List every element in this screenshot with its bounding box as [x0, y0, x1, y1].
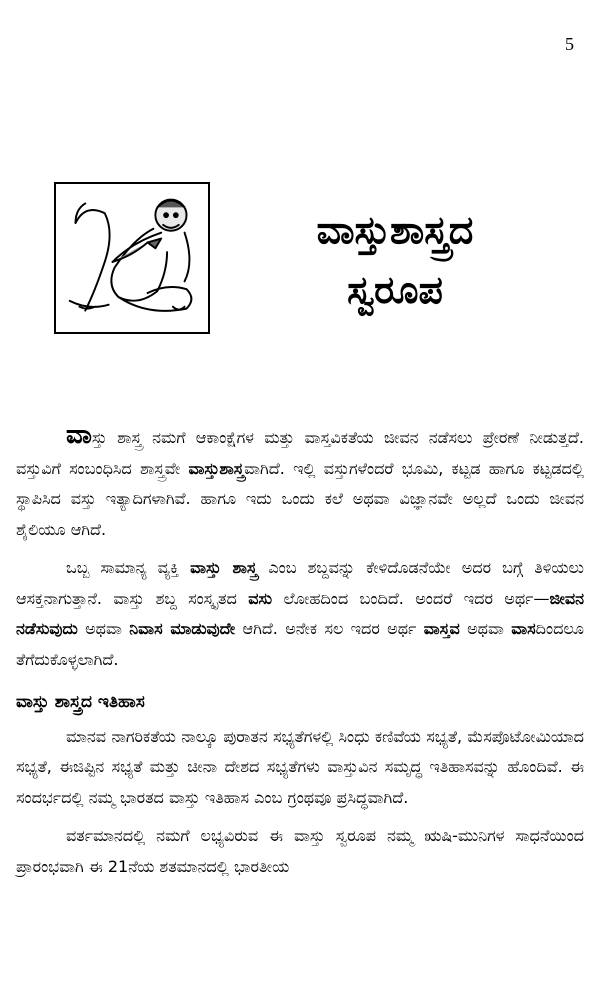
section-heading: ವಾಸ್ತು ಶಾಸ್ತ್ರದ ಇತಿಹಾಸ [16, 692, 145, 712]
bold-term: ಜೀವನ ನಡೆಸುವುದು [16, 588, 584, 638]
paragraph-2 [16, 553, 584, 675]
text-run: ಒಬ್ಬ ಸಾಮಾನ್ಯ ವ್ಯಕ್ತಿ [66, 558, 191, 577]
paragraph-4 [16, 821, 584, 882]
text-run: ಲೋಹದಿಂದ ಬಂದಿದೆ. ಅಂದರೆ ಇದರ ಅರ್ಥ— [272, 588, 550, 608]
text-run: ಅಥವಾ [77, 619, 130, 638]
vastu-purusha-illustration [54, 182, 210, 334]
text-run: ಎಂಬ ಶಬ್ದವನ್ನು ಕೇಳಿದೊಡನೆಯೇ ಅದರ ಬಗ್ಗೆ ತಿಳಿಯಲು ಆಸಕ್ತನಾಗುತ್ತಾನೆ. ವಾಸ್ತು ಶಬ್ದ ಸಂಸ್ಕೃತದ [16, 558, 585, 608]
paragraph-3 [16, 722, 584, 814]
drop-cap: ವಾ [66, 420, 92, 450]
title-line-2: ಸ್ವರೂಪ [347, 268, 443, 312]
paragraph-1 [16, 420, 584, 545]
vastu-purusha-illustration-icon [56, 184, 208, 332]
bold-term: ವಾಸ್ತುಶಾಸ್ತ್ರ [188, 458, 245, 478]
bold-term: ವಸು [248, 588, 273, 608]
text-run: ದಿಂದಲೂ ತೆಗೆದುಕೊಳ್ಳಲಾಗಿದೆ. [16, 619, 584, 669]
bold-term: ವಾಸ್ತು ಶಾಸ್ತ್ರ [190, 558, 258, 577]
text-run: ವಾಗಿದೆ. ಇಲ್ಲಿ ವಸ್ತುಗಳೆಂದರೆ ಭೂಮಿ, ಕಟ್ಟಡ ಹಾಗೂ ಕಟ್ಟಡದಲ್ಲಿ ಸ್ಥಾಪಿಸಿದ ವಸ್ತು ಇತ್ಯಾದಿಗಳಾಗಿವೆ. ಹಾಗೂ ಇದು ಒಂದು ಕಲೆ ಅಥವಾ ವಿಜ್ಞಾನವೇ ಅಲ್ಲದೆ ಒಂದು ಜೀವನ ಶೈಲಿಯೂ ಆಗಿದೆ. [16, 458, 584, 539]
body-text [16, 420, 584, 890]
text-run: ಮಾನವ ನಾಗರಿಕತೆಯ ನಾಲ್ಕೂ ಪುರಾತನ ಸಭ್ಯತೆಗಳಲ್ಲಿ ಸಿಂಧು ಕಣಿವೆಯ ಸಭ್ಯತೆ, ಮೆಸಪೊಟೋಮಿಯಾದ ಸಭ್ಯತೆ, ಈಜಿಪ್ಟಿನ ಸಭ್ಯತೆ ಮತ್ತು ಚೀನಾ ದೇಶದ ಸಭ್ಯತೆಗಳು ವಾಸ್ತುವಿನ ಸಮೃದ್ಧ ಇತಿಹಾಸವನ್ನು ಹೊಂದಿವೆ. ಈ ಸಂದರ್ಭದಲ್ಲಿ ನಮ್ಮ ಭಾರತದ ವಾಸ್ತು ಇತಿಹಾಸ ಎಂಬ ಗ್ರಂಥವೂ ಪ್ರಸಿದ್ಧವಾಗಿದೆ. [16, 726, 584, 807]
text-run: ಅಥವಾ [459, 619, 512, 638]
text-run: ವರ್ತಮಾನದಲ್ಲಿ ನಮಗೆ ಲಭ್ಯವಿರುವ ಈ ವಾಸ್ತು ಸ್ವರೂಪ ನಮ್ಮ ಋಷಿ-ಮುನಿಗಳ ಸಾಧನೆಯಿಂದ ಪ್ರಾರಂಭವಾಗಿ ಈ 21ನೆಯ ಶತಮಾನದಲ್ಲಿ ಭಾರತೀಯ [16, 826, 584, 876]
text-run: ಆಗಿದೆ. ಅನೇಕ ಸಲ ಇದರ ಅರ್ಥ [235, 619, 424, 638]
title-line-1: ವಾಸ್ತುಶಾಸ್ತ್ರದ [316, 208, 474, 252]
page-number: 5 [565, 34, 574, 54]
bold-term: ವಾಸ್ತವ [423, 619, 460, 638]
text-run: ಸ್ತು ಶಾಸ್ತ್ರ ನಮಗೆ ಆಕಾಂಕ್ಷೆಗಳ ಮತ್ತು ವಾಸ್ತವಿಕತೆಯ ಜೀವನ ನಡೆಸಲು ಪ್ರೇರಣೆ ನೀಡುತ್ತದೆ. ವಸ್ತುವಿಗೆ ಸಂಬಂಧಿಸಿದ ಶಾಸ್ತ್ರವೇ [16, 428, 584, 478]
page-title [290, 200, 500, 320]
bold-term: ವಾಸ [511, 619, 536, 638]
bold-term: ನಿವಾಸ ಮಾಡುವುದೇ [129, 619, 236, 638]
